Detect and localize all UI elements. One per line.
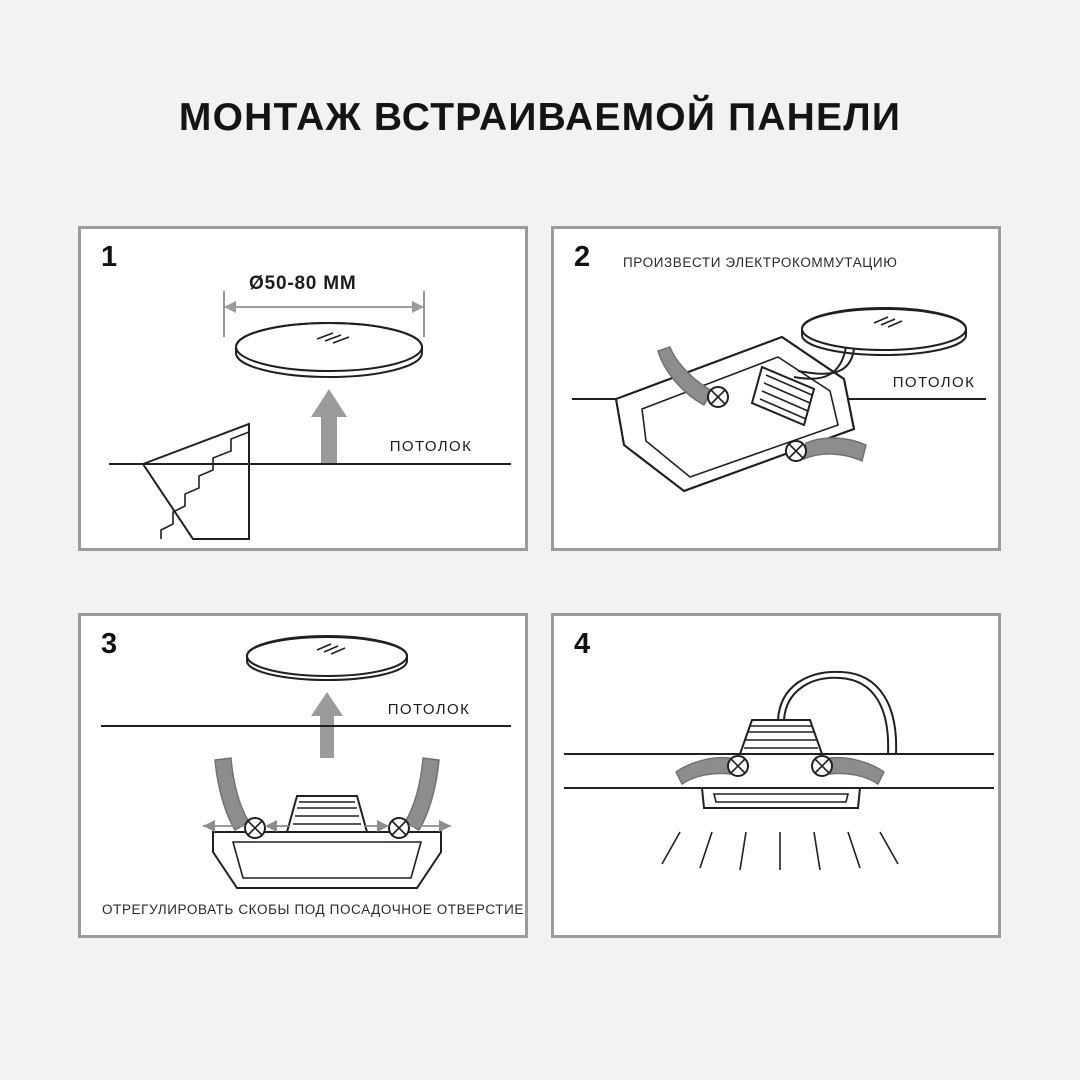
spring-clip — [786, 438, 866, 461]
page-title: МОНТАЖ ВСТРАИВАЕМОЙ ПАНЕЛИ — [178, 96, 902, 139]
step-panel-4 — [551, 613, 1001, 938]
step-number: 2 — [574, 241, 591, 273]
spring-clip — [812, 756, 884, 784]
step-4-illustration — [554, 616, 998, 935]
ceiling-label: ПОТОЛОК — [387, 701, 471, 718]
step-1-illustration — [81, 229, 525, 548]
step-number: 3 — [101, 628, 118, 660]
panel-body-flat — [213, 796, 441, 888]
ceiling-label: ПОТОЛОК — [389, 438, 473, 455]
light-rays — [662, 832, 898, 870]
step-number: 4 — [574, 628, 591, 660]
led-panel-disc — [247, 636, 407, 680]
steps-row-top — [78, 226, 1002, 551]
spring-clip — [676, 756, 748, 784]
led-panel-disc — [802, 308, 966, 355]
step-panel-2 — [551, 226, 1001, 551]
steps-grid — [78, 226, 1002, 938]
steps-row-bottom — [78, 613, 1002, 938]
up-arrow-icon — [311, 389, 347, 464]
step-caption: ПРОИЗВЕСТИ ЭЛЕКТРОКОММУТАЦИЮ — [623, 255, 898, 270]
step-3-illustration — [81, 616, 525, 935]
step-panel-1 — [78, 226, 528, 551]
step-number: 1 — [101, 241, 118, 273]
step-caption: ОТРЕГУЛИРОВАТЬ СКОБЫ ПОД ПОСАДОЧНОЕ ОТВЕРСТИЕ — [102, 902, 524, 917]
ceiling-cut-hatch — [143, 424, 249, 539]
step-2-illustration — [554, 229, 998, 548]
led-panel-disc — [236, 323, 422, 377]
dimension-label: Ø50-80 ММ — [249, 273, 357, 294]
panel-body-tilted — [616, 337, 854, 491]
step-panel-3 — [78, 613, 528, 938]
ceiling-label: ПОТОЛОК — [892, 374, 976, 391]
